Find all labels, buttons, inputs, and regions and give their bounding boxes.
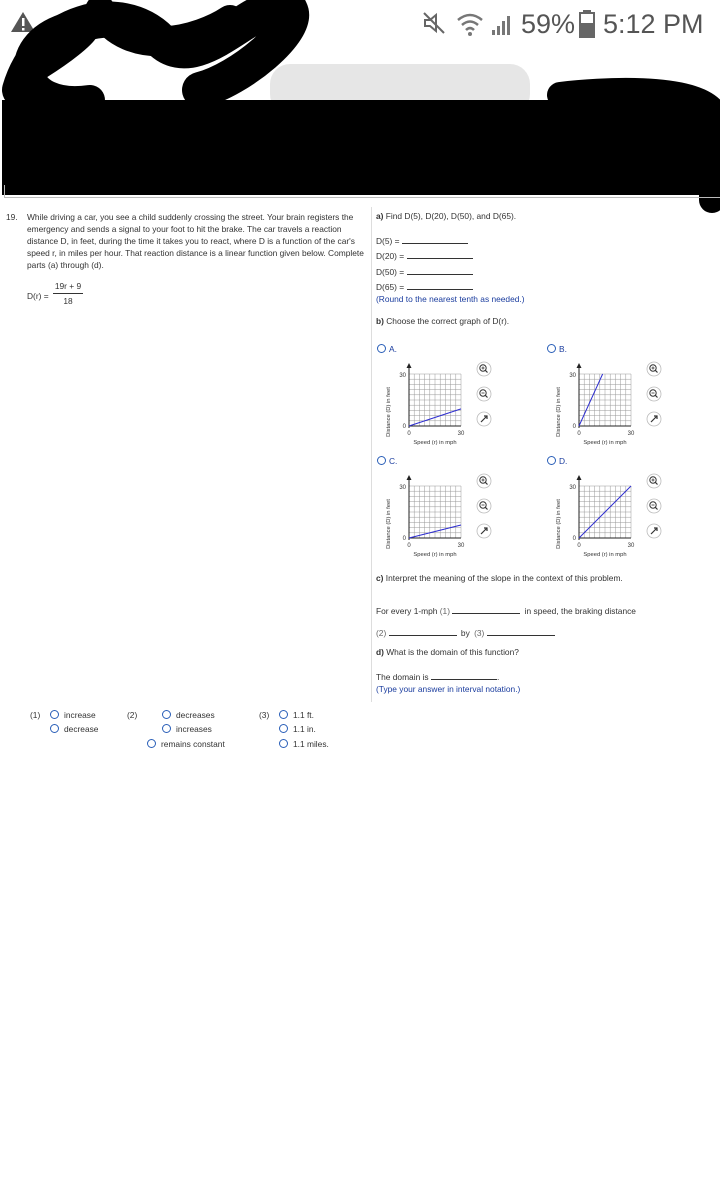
- graph-c: [382, 470, 508, 567]
- x-tick-0: 0: [577, 431, 581, 437]
- option-a-radio[interactable]: [377, 344, 386, 353]
- part-a-row-d5: D(5) =: [376, 234, 468, 246]
- zoom-in-icon[interactable]: [477, 474, 491, 488]
- part-d-answer: The domain is .: [376, 672, 500, 682]
- popout-icon[interactable]: [647, 524, 661, 538]
- y-axis-label: Distance (D) in feet: [386, 499, 392, 549]
- tool-button-bg: [647, 474, 661, 488]
- x-tick-30: 30: [457, 431, 465, 437]
- zoom-in-icon[interactable]: [647, 474, 661, 488]
- y-tick-30: 30: [569, 485, 576, 491]
- y-tick-30: 30: [399, 485, 406, 491]
- y-tick-30: 30: [399, 373, 406, 379]
- y-tick-0: 0: [572, 424, 576, 430]
- option-c[interactable]: C.: [377, 456, 397, 466]
- graph-svg: [552, 470, 678, 562]
- x-axis-label: Speed (r) in mph: [413, 552, 457, 558]
- y-tick-0: 0: [572, 536, 576, 542]
- y-axis-arrow: [577, 475, 582, 480]
- option-a[interactable]: A.: [377, 344, 397, 354]
- dropdown-1-label: (1): [30, 710, 41, 720]
- zoom-in-icon[interactable]: [647, 362, 661, 376]
- popout-icon[interactable]: [477, 412, 491, 426]
- x-axis-label: Speed (r) in mph: [413, 440, 457, 446]
- function-lhs: D(r) =: [27, 291, 49, 301]
- option-c-radio[interactable]: [377, 456, 386, 465]
- graph-svg: [382, 358, 508, 450]
- graph-a: [382, 358, 508, 455]
- y-axis-label: Distance (D) in feet: [556, 499, 562, 549]
- clock: 5:12 PM: [603, 9, 704, 39]
- dropdown-2-option-constant[interactable]: remains constant: [147, 739, 225, 749]
- function-denominator: 18: [63, 296, 73, 306]
- dropdown-3-option-in[interactable]: 1.1 in.: [279, 724, 316, 734]
- doc-top-border: [4, 197, 720, 198]
- part-a-row-d20: D(20) =: [376, 249, 473, 261]
- part-c-sentence: For every 1-mph (1) in speed, the braking distance: [376, 606, 636, 616]
- x-tick-0: 0: [577, 543, 581, 549]
- battery-percent: 59%: [521, 9, 576, 39]
- x-tick-0: 0: [407, 543, 411, 549]
- tool-button-bg: [647, 387, 661, 401]
- answer-d20-input[interactable]: [407, 249, 473, 259]
- tool-button-bg: [477, 499, 491, 513]
- doc-left-border: [4, 185, 5, 197]
- popout-icon[interactable]: [647, 412, 661, 426]
- dropdown-3-option-ft[interactable]: 1.1 ft.: [279, 710, 314, 720]
- part-a-prompt: a) Find D(5), D(20), D(50), and D(65).: [376, 211, 517, 221]
- problem-number: 19.: [6, 212, 18, 222]
- dropdown-2[interactable]: [389, 626, 457, 636]
- redaction-scribble: [0, 0, 720, 215]
- x-tick-30: 30: [457, 543, 465, 549]
- x-tick-30: 30: [627, 431, 635, 437]
- dropdown-3-option-miles[interactable]: 1.1 miles.: [279, 739, 329, 749]
- option-b[interactable]: B.: [547, 344, 567, 354]
- dropdown-1[interactable]: [452, 604, 520, 614]
- part-a-row-d50: D(50) =: [376, 265, 473, 277]
- y-axis-arrow: [577, 363, 582, 368]
- y-axis-arrow: [407, 475, 412, 480]
- zoom-out-icon[interactable]: [477, 499, 491, 513]
- dropdown-2-label: (2): [127, 710, 138, 720]
- part-d-note: (Type your answer in interval notation.): [376, 684, 521, 694]
- part-a-row-d65: D(65) =: [376, 280, 473, 292]
- graph-d: [552, 470, 678, 567]
- zoom-out-icon[interactable]: [477, 387, 491, 401]
- dropdown-2-option-decreases[interactable]: decreases: [162, 710, 215, 720]
- zoom-out-icon[interactable]: [647, 499, 661, 513]
- x-tick-30: 30: [627, 543, 635, 549]
- part-b-prompt: b) Choose the correct graph of D(r).: [376, 316, 510, 326]
- part-c-sentence-2: (2) by (3): [376, 626, 555, 638]
- y-tick-30: 30: [569, 373, 576, 379]
- function-numerator: 19r + 9: [54, 281, 82, 291]
- part-a-note: (Round to the nearest tenth as needed.): [376, 294, 525, 304]
- x-tick-0: 0: [407, 431, 411, 437]
- part-d-prompt: d) What is the domain of this function?: [376, 647, 519, 657]
- y-tick-0: 0: [402, 424, 406, 430]
- problem-text: While driving a car, you see a child suddenly crossing the street. Your brain registers the emergency and sends a signal to your foot to hit the brake. The car travels a reaction distance D, in feet, during the time it takes you to react, where D is a function of the car's speed r, in miles per hour. That reaction distance is a linear function given below. Complete parts (a) through (d).: [27, 212, 364, 270]
- answer-d5-input[interactable]: [402, 234, 468, 244]
- option-d-radio[interactable]: [547, 456, 556, 465]
- dropdown-2-option-increases[interactable]: increases: [162, 724, 212, 734]
- dropdown-3-label: (3): [259, 710, 270, 720]
- part-c-prompt: c) Interpret the meaning of the slope in the context of this problem.: [376, 573, 623, 583]
- answer-d50-input[interactable]: [407, 265, 473, 275]
- zoom-in-icon[interactable]: [477, 362, 491, 376]
- domain-input[interactable]: [431, 670, 497, 680]
- zoom-out-icon[interactable]: [647, 387, 661, 401]
- fraction-bar: [53, 293, 83, 294]
- popout-icon[interactable]: [477, 524, 491, 538]
- tool-button-bg: [647, 499, 661, 513]
- dropdown-1-option-decrease[interactable]: decrease: [50, 724, 98, 734]
- column-divider: [371, 207, 372, 702]
- answer-d65-input[interactable]: [407, 280, 473, 290]
- x-axis-label: Speed (r) in mph: [583, 552, 627, 558]
- y-axis-label: Distance (D) in feet: [556, 387, 562, 437]
- x-axis-label: Speed (r) in mph: [583, 440, 627, 446]
- dropdown-1-option-increase[interactable]: increase: [50, 710, 96, 720]
- dropdown-3[interactable]: [487, 626, 555, 636]
- tool-button-bg: [477, 387, 491, 401]
- tool-button-bg: [647, 362, 661, 376]
- option-b-radio[interactable]: [547, 344, 556, 353]
- graph-b: [552, 358, 678, 455]
- y-axis-arrow: [407, 363, 412, 368]
- tool-button-bg: [477, 474, 491, 488]
- y-axis-label: Distance (D) in feet: [386, 387, 392, 437]
- graph-svg: [382, 470, 508, 562]
- option-d[interactable]: D.: [547, 456, 567, 466]
- graph-svg: [552, 358, 678, 450]
- y-tick-0: 0: [402, 536, 406, 542]
- tool-button-bg: [477, 362, 491, 376]
